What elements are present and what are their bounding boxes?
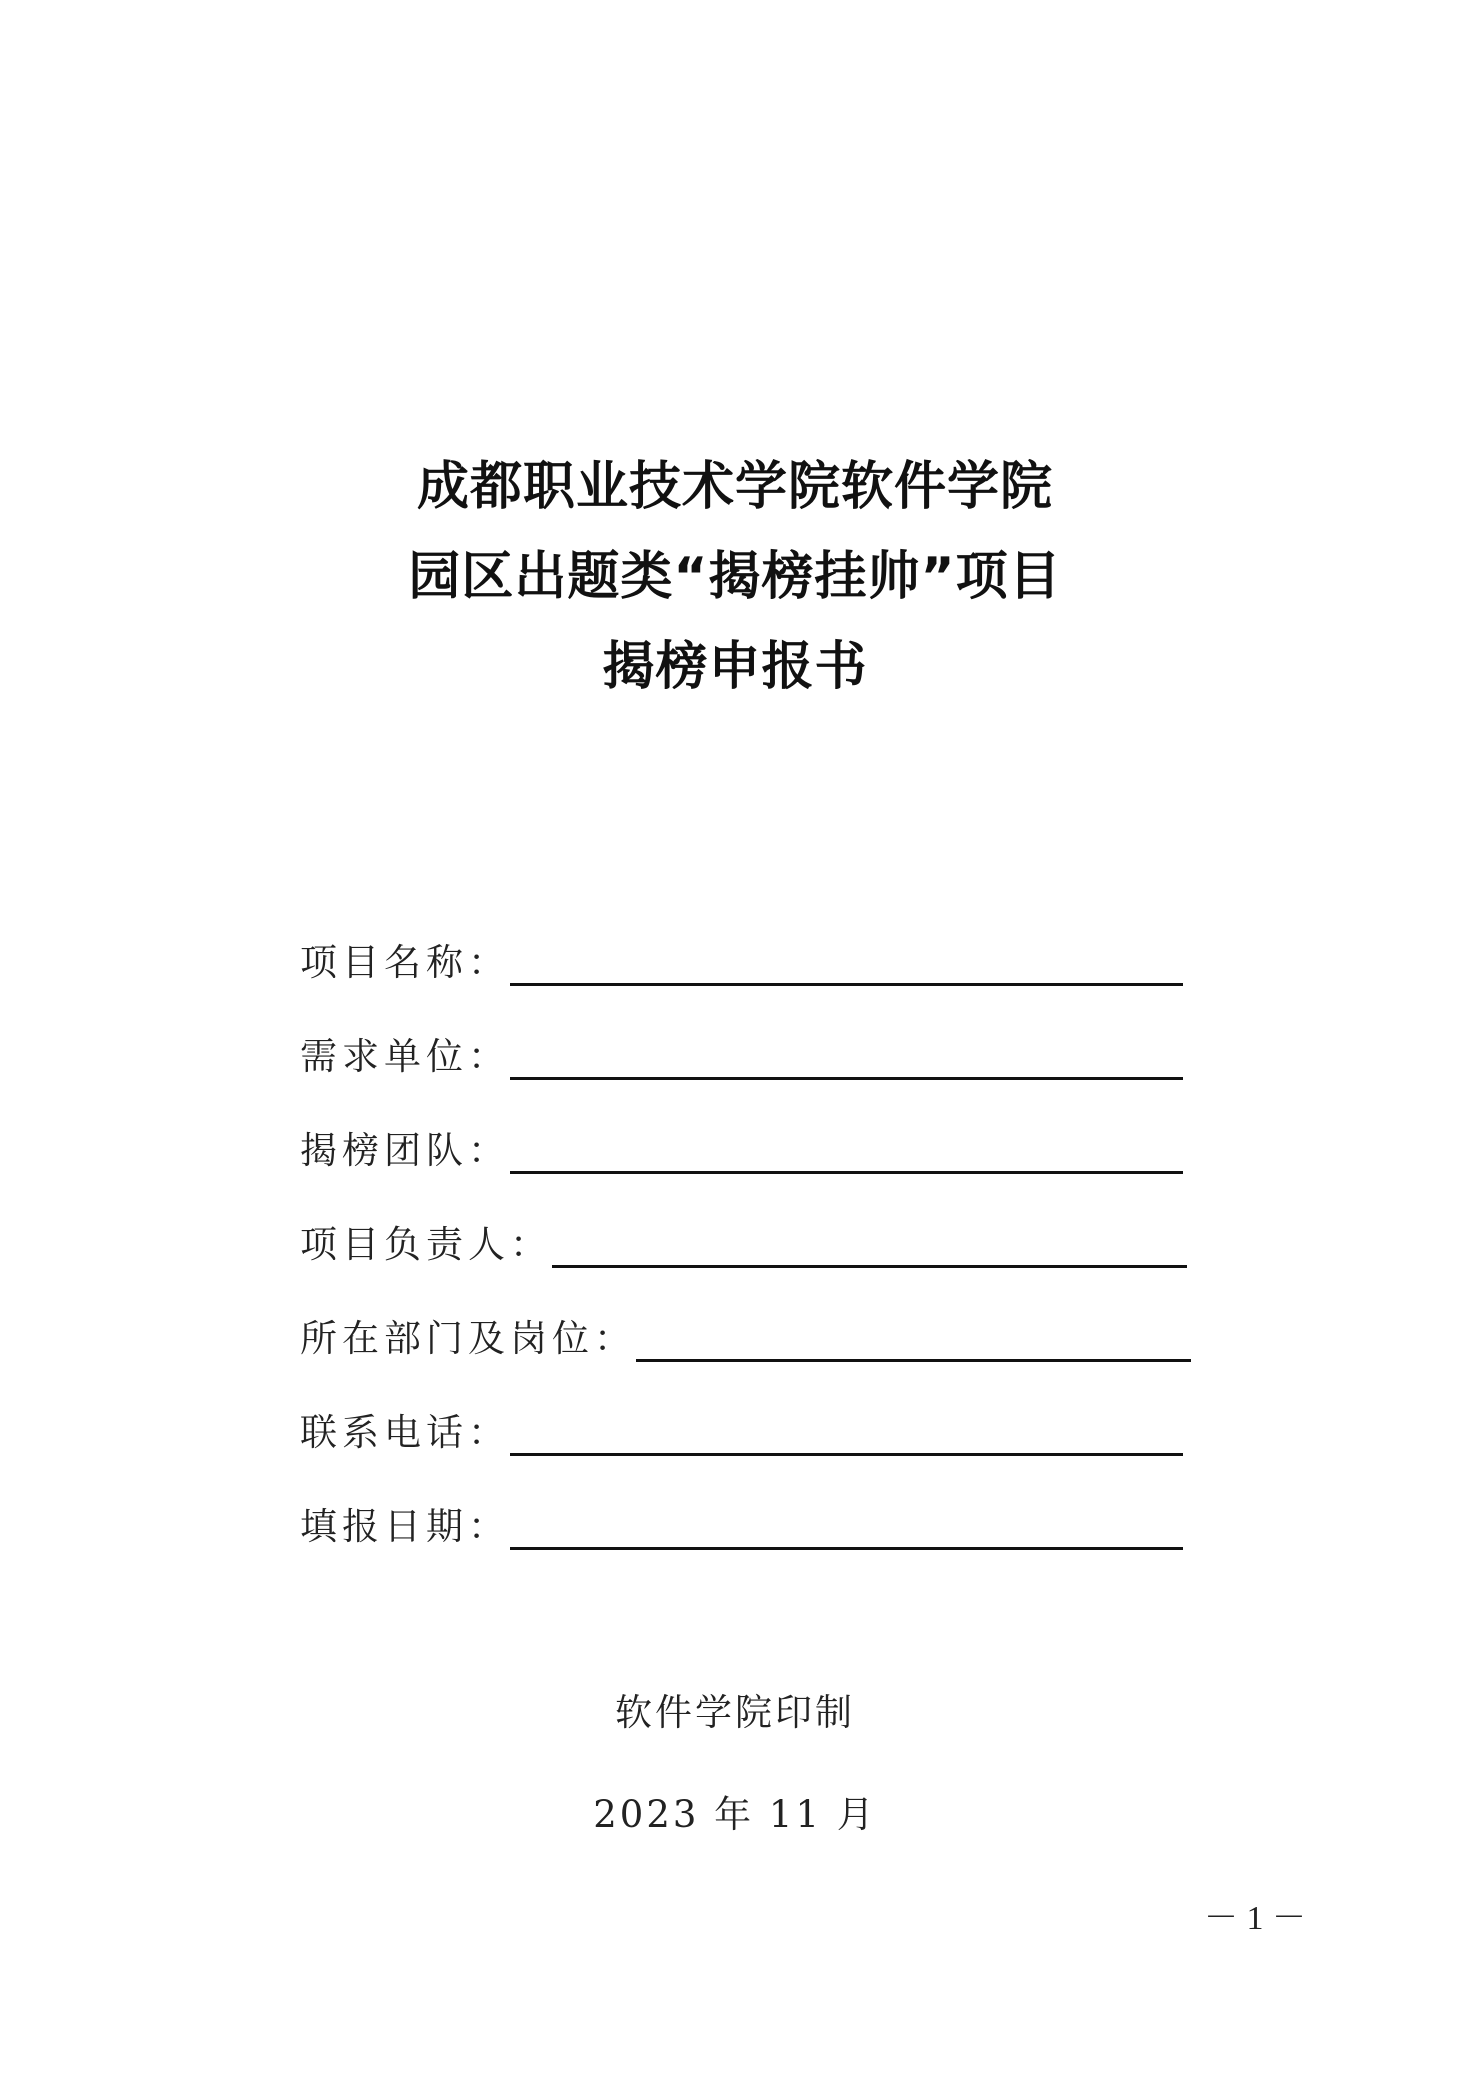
project-name-label: 项目名称： bbox=[300, 941, 510, 984]
document-title bbox=[0, 442, 1470, 712]
title-line-2: 园区出题类“揭榜挂帅”项目 bbox=[408, 547, 1062, 607]
team-line[interactable] bbox=[510, 1171, 1183, 1174]
field-phone bbox=[300, 1398, 1183, 1458]
leader-line[interactable] bbox=[552, 1265, 1187, 1268]
leader-label: 项目负责人： bbox=[300, 1223, 552, 1266]
project-name-line[interactable] bbox=[510, 983, 1183, 986]
title-line-3: 揭榜申报书 bbox=[602, 637, 868, 697]
team-label: 揭榜团队： bbox=[300, 1129, 510, 1172]
demand-unit-label: 需求单位： bbox=[300, 1035, 510, 1078]
page-number: － 1 － bbox=[1204, 1900, 1306, 1937]
phone-line[interactable] bbox=[510, 1453, 1183, 1456]
field-demand-unit bbox=[300, 1022, 1183, 1082]
printer-text: 软件学院印制 bbox=[615, 1691, 855, 1734]
department-line[interactable] bbox=[636, 1359, 1191, 1362]
field-leader bbox=[300, 1210, 1187, 1270]
field-date bbox=[300, 1492, 1183, 1552]
title-line-1: 成都职业技术学院软件学院 bbox=[416, 457, 1053, 517]
issue-date: 2023 年 11 月 bbox=[593, 1793, 877, 1836]
department-label: 所在部门及岗位： bbox=[300, 1317, 636, 1360]
field-department bbox=[300, 1304, 1191, 1364]
field-project-name bbox=[300, 928, 1183, 988]
field-team bbox=[300, 1116, 1183, 1176]
demand-unit-line[interactable] bbox=[510, 1077, 1183, 1080]
phone-label: 联系电话： bbox=[300, 1411, 510, 1454]
date-line[interactable] bbox=[510, 1547, 1183, 1550]
date-label: 填报日期： bbox=[300, 1505, 510, 1548]
